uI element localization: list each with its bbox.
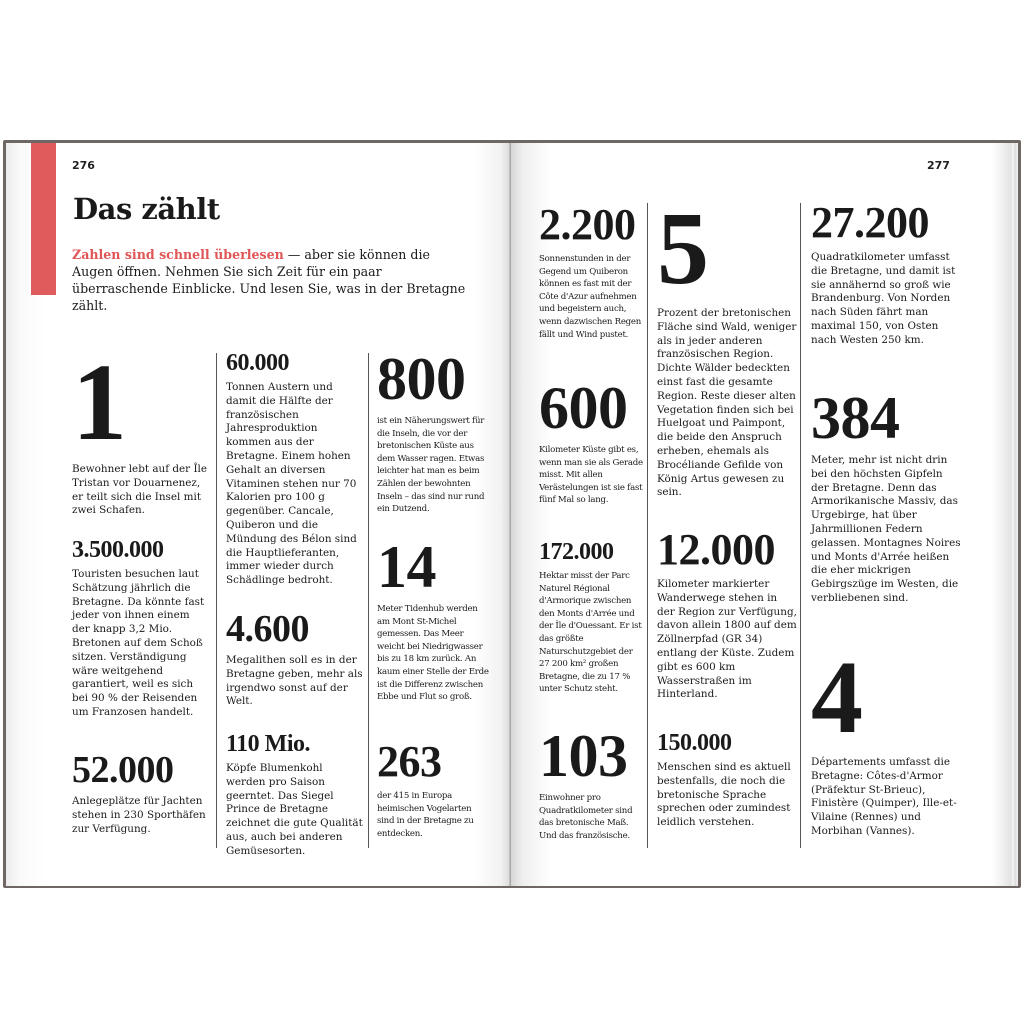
fact-block [377,534,489,704]
right-page [511,143,1018,886]
fact-text: Meter Tidenhub werden am Mont St-Michel gemessen. Das Meer weicht bei Niedrigwasser bis zu 18 km zurück. An kaum einer Stelle der Erde ist die Differenz zwischen Ebbe und Flut so groß. [377,604,489,703]
page-title: Das zählt [73,192,220,226]
fact-number: 2.200 [539,200,636,249]
fact-block [539,375,643,507]
intro-lead: Zahlen sind schnell überlesen [72,247,284,262]
fact-number: 263 [377,737,442,786]
fact-text: Anlegeplätze für Jachten stehen in 230 Sporthäfen zur Verfügung. [72,795,206,835]
fact-block [377,737,489,840]
fact-block [657,191,797,500]
fact-number: 60.000 [226,350,289,376]
fact-text: Quadratkilometer umfasst die Bretagne, und damit ist sie annähernd so groß wie Brandenburg. Von Norden nach Süden fährt man maximal 150, von Osten nach Westen 250 km. [811,251,956,346]
fact-text: Megalithen soll es in der Bretagne geben, mehr als irgendwo sonst auf der Welt. [226,654,363,708]
fact-text: Sonnenstunden in der Gegend um Quiberon können es fast mit der Côte d'Azur aufnehmen und begeistern auch, wenn dazwischen Regen fällt und Wind pustet. [539,254,642,340]
fact-text: Einwohner pro Quadratkilometer sind das bretonische Maß. Und das französische. [539,793,633,841]
fact-number: 110 Mio. [226,731,310,757]
column-rule [368,353,369,848]
intro-text [72,246,472,314]
fact-block [811,385,961,606]
fact-block [377,346,489,516]
fact-text: Meter, mehr ist nicht drin bei den höchsten Gipfeln der Bretagne. Denn das Armorikanische Massiv, das Urgebirge, hat über Jahrmillionen Federn gelassen. Montagnes Noires und Monts d'Arrée heißen die eher mickrigen Gebirgszüge im Westen, die verbliebenen sind. [811,454,961,604]
column-rule [216,353,217,848]
fact-number: 103 [539,723,628,789]
fact-block [539,723,643,842]
fact-text: Bewohner lebt auf der Île Tristan vor Douarnenez, er teilt sich die Insel mit zwei Schafen. [72,463,208,517]
fact-block [811,198,961,348]
fact-text: Touristen besuchen laut Schätzung jährlich die Bretagne. Da könnte fast jeder von ihnen einem der knapp 3,2 Mio. Bretonen auf dem Schoß sitzen. Verständigung wäre weitgehend garantiert, weil es sich bei 90 % der Reisenden um Franzosen handelt. [72,568,205,718]
fact-block [72,341,210,518]
fact-text: Tonnen Austern und damit die Hälfte der französischen Jahresproduktion kommen aus der Bretagne. Einem hohen Gehalt an diversen Vitaminen stehen nur 70 Kalorien pro 100 g gegenüber. Cancale, Quiberon und die Mündung des Bélon sind die Hauptlieferanten, immer wieder durch Schädlinge bedroht. [226,381,357,587]
fact-number: 14 [377,534,436,600]
fact-block [226,351,364,588]
fact-block [657,525,797,702]
fact-block [72,538,210,720]
fact-number: 800 [377,346,466,412]
left-page [6,143,511,886]
fact-text: ist ein Näherungswert für die Inseln, die vor der bretonischen Küste aus dem Wasser ragen. Etwas leichter hat man es beim Zählen der bewohnten Inseln – das sind nur rund ein Dutzend. [377,416,485,515]
fact-block [539,200,643,341]
column-rule [647,203,648,848]
fact-block [72,751,210,836]
fact-text: Kilometer Küste gibt es, wenn man sie als Gerade misst. Mit allen Verästelungen ist sie fast fünf Mal so lang. [539,445,643,506]
fact-text: Kilometer markierter Wanderwege stehen in der Region zur Verfügung, davon allein 1800 auf dem Zöllnerpfad (GR 34) entlang der Küste. Zudem gibt es 600 km Wasserstraßen im Hinterland. [657,578,797,701]
fact-number: 27.200 [811,198,929,247]
fact-block [539,540,643,696]
fact-text: der 415 in Europa heimischen Vogelarten sind in der Bretagne zu entdecken. [377,791,474,839]
page-number-left: 276 [72,159,95,172]
fact-number: 384 [811,385,900,451]
fact-text: Prozent der bretonischen Fläche sind Wald, weniger als in jeder anderen französischen Region. Dichte Wälder bedeckten einst fast die gesamte Region. Reste dieser alten Vegetation finden sich bei Huelgoat und Paimpont, die beide den Anspruch erheben, ehemals als Brocéliande Gefilde von König Artus gewesen zu sein. [657,307,797,499]
fact-number: 5 [657,191,709,306]
fact-block [657,731,797,830]
fact-number: 12.000 [657,525,775,574]
fact-block [226,610,364,709]
page-number-right: 277 [927,159,950,172]
fact-text: Köpfe Blumenkohl werden pro Saison geerntet. Das Siegel Prince de Bretagne zeichnet die gute Qualität aus, auch bei anderen Gemüsesorten. [226,762,363,857]
fact-number: 3.500.000 [72,537,164,563]
fact-number: 4 [811,640,863,755]
red-accent-tab [31,143,56,295]
fact-text: Départements umfasst die Bretagne: Côtes-d'Armor (Präfektur St-Brieuc), Finistère (Quimper), Ille-et-Vilaine (Rennes) und Morbihan (Vannes). [811,756,957,837]
fact-number: 600 [539,375,628,441]
fact-text: Hektar misst der Parc Naturel Régional d'Armorique zwischen den Monts d'Arrée und der Île d'Ouessant. Er ist das größte Naturschutzgebiet der 27 200 km² großen Bretagne, die zu 17 % unter Schutz steht. [539,571,642,695]
fact-number: 52.000 [72,749,174,791]
fact-number: 172.000 [539,539,614,565]
fact-block [811,640,961,839]
fact-number: 150.000 [657,730,732,756]
column-rule [800,203,801,848]
intro-rest: — aber sie können die Augen öffnen. Nehmen Sie sich Zeit für ein paar überraschende Einblicke. Und lesen Sie, was in der Bretagne zählt. [72,247,466,313]
fact-text: Menschen sind es aktuell bestenfalls, die noch die bretonische Sprache sprechen oder zumindest leidlich verstehen. [657,761,791,829]
fact-block [226,732,364,859]
fact-number: 1 [72,341,127,463]
fact-number: 4.600 [226,608,309,650]
